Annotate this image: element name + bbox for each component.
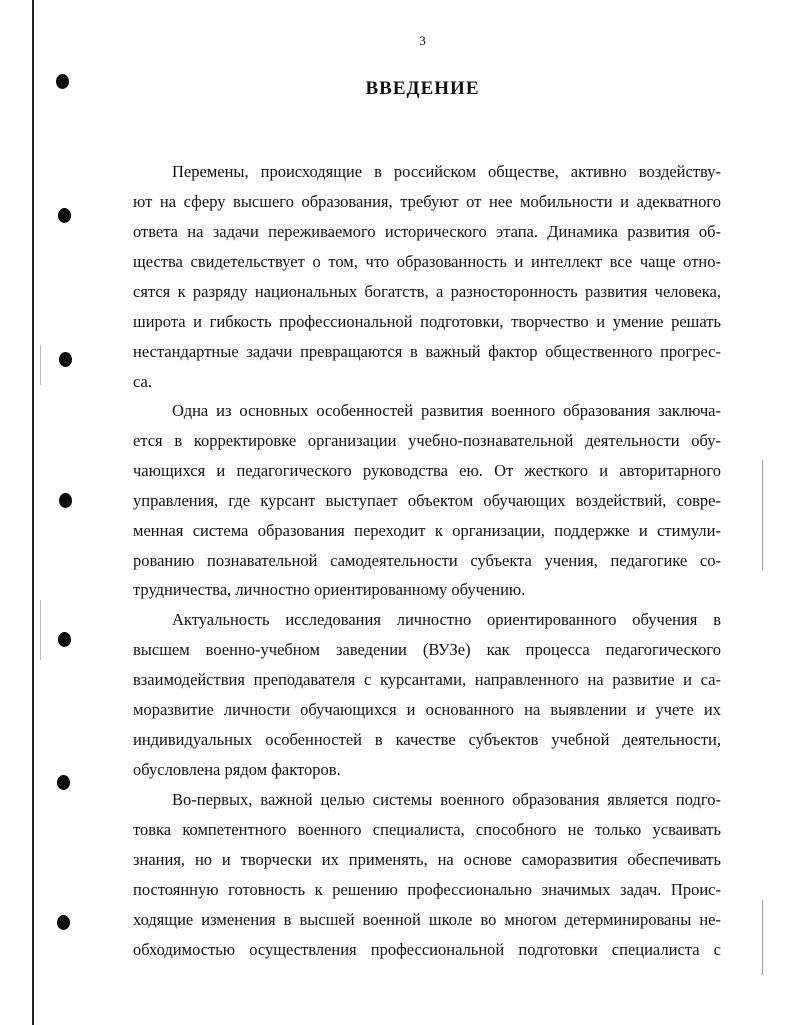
- text-line: нестандартные задачи превращаются в важный фактор общественного прогрес-: [133, 342, 721, 361]
- punch-hole-icon: [59, 493, 72, 508]
- text-line: индивидуальных особенностей в качестве субъектов учебной деятельности,: [133, 730, 721, 749]
- text-line: рованию познавательной самодеятельности субъекта учения, педагогике со-: [133, 551, 721, 570]
- text-line: щества свидетельствует о том, что образованность и интеллект все чаще отно-: [133, 252, 721, 271]
- text-line: чающихся и педагогического руководства ею. От жесткого и авторитарного: [133, 461, 721, 480]
- left-margin-line: [32, 0, 34, 1025]
- text-line: сятся к разряду национальных богатств, а разносторонность развития человека,: [133, 282, 721, 301]
- text-line: Актуальность исследования личностно ориентированного обучения в: [172, 610, 721, 629]
- text-line: ответа на задачи переживаемого исторического этапа. Динамика развития об-: [133, 222, 721, 241]
- text-line: высшем военно-учебном заведении (ВУЗе) как процесса педагогического: [133, 640, 721, 659]
- text-line: взаимодействия преподавателя с курсантами, направленного на развитие и са-: [133, 670, 721, 689]
- scan-mark: [40, 600, 41, 660]
- punch-hole-icon: [57, 915, 70, 930]
- page-number: 3: [419, 33, 426, 48]
- text-line: широта и гибкость профессиональной подготовки, творчество и умение решать: [133, 312, 721, 331]
- section-heading: ВВЕДЕНИЕ: [365, 78, 480, 99]
- punch-hole-icon: [58, 632, 71, 647]
- scan-mark: [40, 345, 41, 385]
- text-line: постоянную готовность к решению профессионально значимых задач. Проис-: [133, 880, 721, 899]
- text-line: управления, где курсант выступает объектом обучающих воздействий, совре-: [133, 491, 721, 510]
- text-line: обусловлена рядом факторов.: [133, 760, 341, 779]
- right-scan-line: [762, 460, 763, 570]
- text-line: Во-первых, важной целью системы военного образования является подго-: [172, 790, 721, 809]
- text-line: трудничества, личностно ориентированному обучению.: [133, 580, 526, 599]
- punch-hole-icon: [57, 775, 70, 790]
- text-line: ется в корректировке организации учебно-познавательной деятельности обу-: [133, 431, 721, 450]
- text-line: моразвитие личности обучающихся и основанного на выявлении и учете их: [133, 700, 721, 719]
- text-line: знания, но и творчески их применять, на основе саморазвития обеспечивать: [133, 850, 721, 869]
- text-line: товка компетентного военного специалиста, способного не только усваивать: [133, 820, 721, 839]
- text-line: ходящие изменения в высшей военной школе во многом детерминированы не-: [133, 910, 721, 929]
- text-line: са.: [133, 372, 152, 391]
- punch-hole-icon: [59, 352, 72, 367]
- text-line: ют на сферу высшего образования, требуют от нее мобильности и адекватного: [133, 192, 721, 211]
- text-line: Перемены, происходящие в российском обществе, активно воздейству-: [172, 162, 721, 181]
- punch-hole-icon: [58, 208, 71, 223]
- text-line: Одна из основных особенностей развития военного образования заключа-: [172, 401, 721, 420]
- text-line: менная система образования переходит к организации, поддержке и стимули-: [133, 521, 721, 540]
- right-scan-line: [762, 900, 763, 975]
- text-line: обходимостью осуществления профессиональной подготовки специалиста с: [133, 940, 721, 959]
